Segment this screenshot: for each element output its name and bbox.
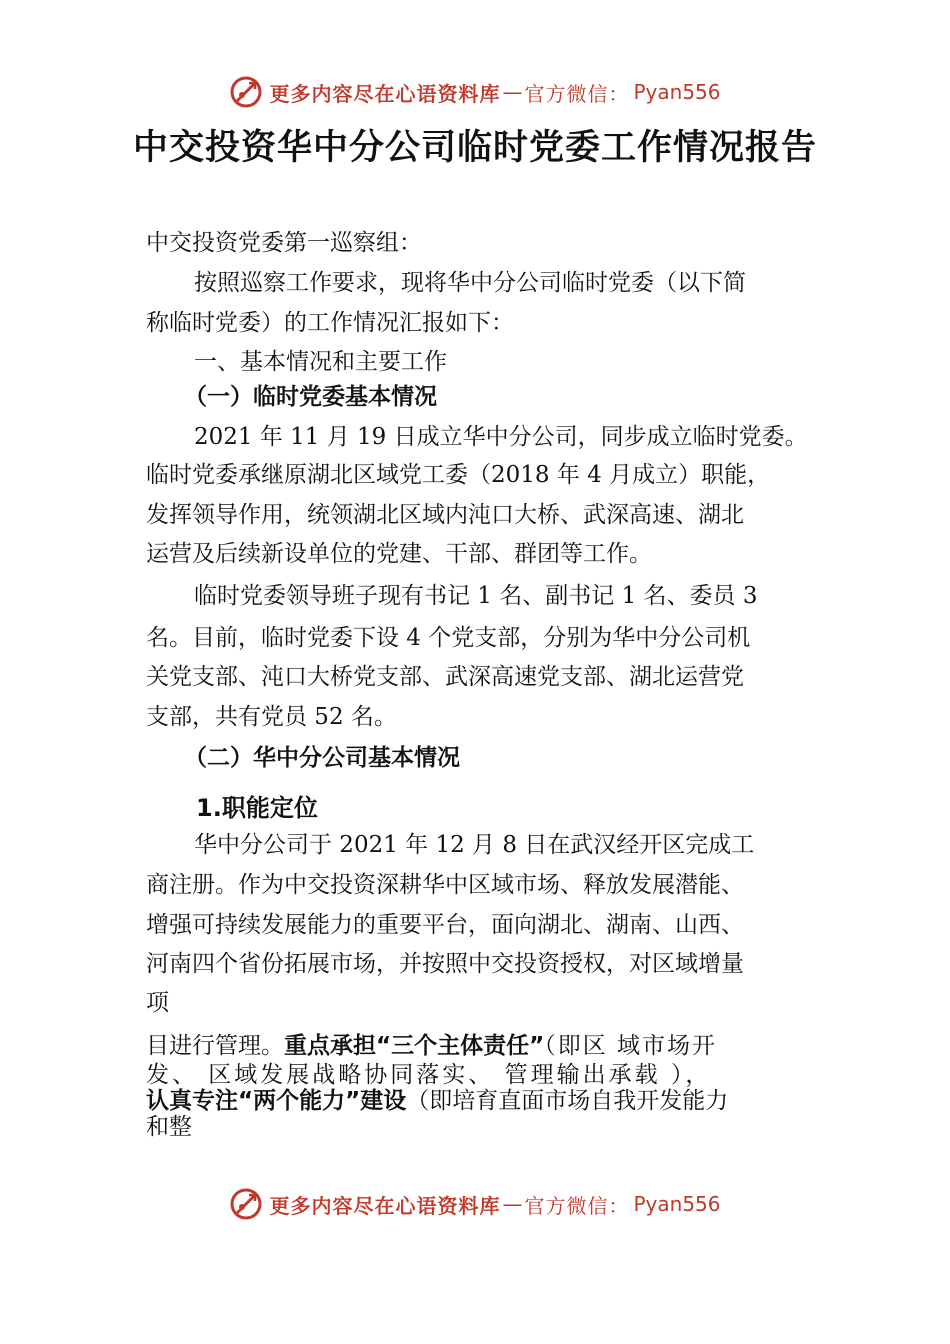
intro-line-1: 按照巡察工作要求，现将华中分公司临时党委（以下简 xyxy=(194,270,746,296)
item1-heading: 1.职能定位 xyxy=(196,794,318,822)
para1-line-4: 运营及后续新设单位的党建、干部、群团等工作。 xyxy=(146,541,652,567)
para3-line-4: 河南四个省份拓展市场，并按照中交投资授权，对区域增量 xyxy=(146,951,744,977)
para4-line1-rest: （即区 域市场开 xyxy=(544,1033,718,1059)
para4-line1-bold: 重点承担“三个主体责任” xyxy=(284,1033,545,1059)
watermark-separator: — xyxy=(502,1192,523,1216)
watermark-wechat-id: Pyan556 xyxy=(633,80,721,104)
document-title: 中交投资华中分公司临时党委工作情况报告 xyxy=(132,127,817,168)
watermark-wechat-id: Pyan556 xyxy=(633,1192,721,1216)
addressee: 中交投资党委第一巡察组： xyxy=(146,230,422,256)
para3-line-3: 增强可持续发展能力的重要平台，面向湖北、湖南、山西、 xyxy=(146,912,744,938)
watermark-brand-text: 更多内容尽在心语资料库 xyxy=(269,81,501,106)
subsection1-heading: （一）临时党委基本情况 xyxy=(184,384,437,410)
para4-line-4: 和整 xyxy=(146,1114,192,1140)
para1-line-2: 临时党委承继原湖北区域党工委（2018 年 4 月成立）职能， xyxy=(146,462,771,488)
para4-line3-bold: 认真专注“两个能力”建设 xyxy=(146,1088,407,1114)
para1-line-1: 2021 年 11 月 19 日成立华中分公司，同步成立临时党委。 xyxy=(194,424,808,450)
section1-heading: 一、基本情况和主要工作 xyxy=(194,349,447,375)
para2-line-2: 名。目前，临时党委下设 4 个党支部，分别为华中分公司机 xyxy=(146,625,751,651)
para2-line-4: 支部，共有党员 52 名。 xyxy=(146,704,397,730)
watermark-banner-top xyxy=(0,72,950,112)
watermark-wechat-label: 官方微信： xyxy=(524,1193,630,1218)
para3-line-1: 华中分公司于 2021 年 12 月 8 日在武汉经开区完成工 xyxy=(194,832,755,858)
watermark-banner-bottom xyxy=(0,1184,950,1224)
watermark-brand-text: 更多内容尽在心语资料库 xyxy=(269,1193,501,1218)
intro-line-2: 称临时党委）的工作情况汇报如下： xyxy=(146,310,514,336)
para3-line-5: 项 xyxy=(146,990,169,1016)
subsection2-heading: （二）华中分公司基本情况 xyxy=(184,745,460,771)
watermark-wechat-label: 官方微信： xyxy=(524,81,630,106)
para3-line-2: 商注册。作为中交投资深耕华中区域市场、释放发展潜能、 xyxy=(146,872,744,898)
para1-line-3: 发挥领导作用，统领湖北区域内沌口大桥、武深高速、湖北 xyxy=(146,502,744,528)
para4-line-2: 发、 区域发展战略协同落实、 管理输出承载 ）， xyxy=(146,1062,712,1088)
brand-logo-icon xyxy=(229,75,263,109)
para4-line3-rest: （即培育直面市场自我开发能力 xyxy=(406,1088,729,1114)
para2-line-3: 关党支部、沌口大桥党支部、武深高速党支部、湖北运营党 xyxy=(146,664,744,690)
watermark-separator: — xyxy=(502,80,523,104)
brand-logo-icon xyxy=(229,1187,263,1221)
para4-line1-plain: 目进行管理。 xyxy=(146,1033,284,1059)
para2-line-1: 临时党委领导班子现有书记 1 名、副书记 1 名、委员 3 xyxy=(194,583,758,609)
